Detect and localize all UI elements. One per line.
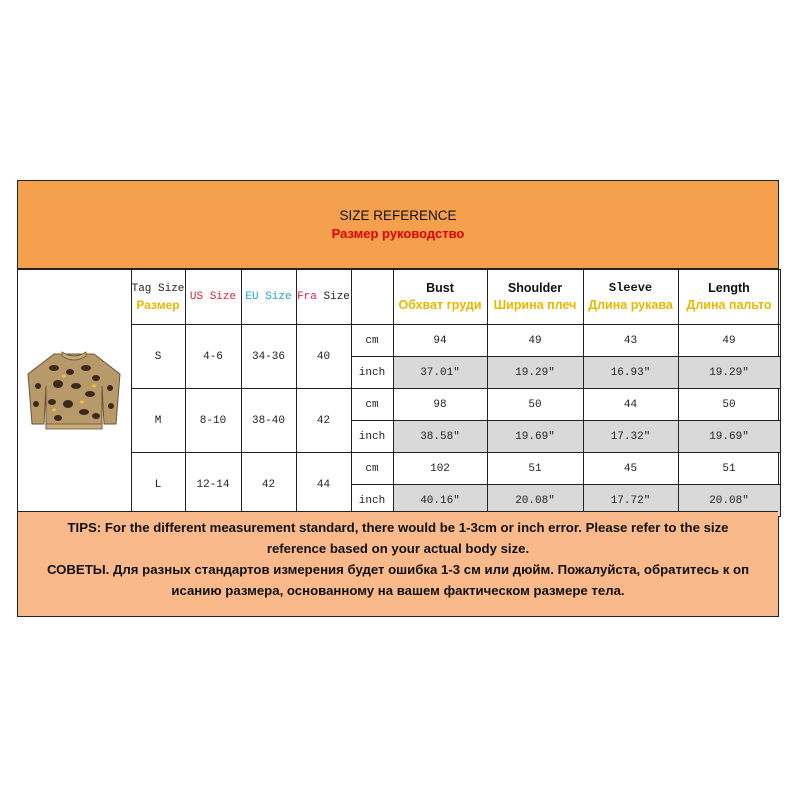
- eu-size-header: EU Size: [241, 270, 296, 325]
- tips-en-line-1: TIPS: For the different measurement standard, there would be 1-3cm or inch error. Please refer to the size: [67, 520, 729, 535]
- eu-size-cell: 38-40: [241, 389, 296, 453]
- sleeve-inch-value: 17.72″: [583, 485, 678, 517]
- fra-size-cell: 40: [296, 325, 351, 389]
- shoulder-cm-value: 50: [487, 389, 583, 421]
- length-inch-value: 19.69″: [678, 421, 780, 453]
- bust-cm-value: 102: [393, 453, 487, 485]
- product-photo-cell: [18, 270, 131, 517]
- unit-cm-label: cm: [351, 389, 393, 421]
- leopard-print-sweater-icon: [24, 346, 124, 436]
- eu-size-cell: 34-36: [241, 325, 296, 389]
- us-size-cell: 12-14: [185, 453, 241, 517]
- bust-inch-value: 37.01″: [393, 357, 487, 389]
- size-row-cm: [18, 389, 780, 421]
- unit-cm-label: cm: [351, 453, 393, 485]
- size-chart: [17, 180, 779, 617]
- length-cm-value: 49: [678, 325, 780, 357]
- size-row-cm: [18, 325, 780, 357]
- us-size-cell: 8-10: [185, 389, 241, 453]
- length-cm-value: 50: [678, 389, 780, 421]
- unit-cm-label: cm: [351, 325, 393, 357]
- eu-size-cell: 42: [241, 453, 296, 517]
- unit-inch-label: inch: [351, 421, 393, 453]
- tag-size-header: Tag Size Размер: [131, 270, 185, 325]
- chart-subtitle: Размер руководство: [331, 226, 465, 241]
- length-header: Length Длина пальто: [678, 270, 780, 325]
- size-chart-header: [18, 181, 778, 269]
- shoulder-inch-value: 20.08″: [487, 485, 583, 517]
- tips-box: [18, 511, 778, 616]
- us-size-header: US Size: [185, 270, 241, 325]
- fra-size-cell: 42: [296, 389, 351, 453]
- sleeve-cm-value: 45: [583, 453, 678, 485]
- sleeve-header: Sleeve Длина рукава: [583, 270, 678, 325]
- sleeve-cm-value: 44: [583, 389, 678, 421]
- tag-size-cell: L: [131, 453, 185, 517]
- bust-cm-value: 98: [393, 389, 487, 421]
- bust-inch-value: 38.58″: [393, 421, 487, 453]
- us-size-cell: 4-6: [185, 325, 241, 389]
- sleeve-inch-value: 16.93″: [583, 357, 678, 389]
- chart-title: SIZE REFERENCE: [339, 208, 457, 223]
- shoulder-inch-value: 19.29″: [487, 357, 583, 389]
- length-inch-value: 19.29″: [678, 357, 780, 389]
- shoulder-inch-value: 19.69″: [487, 421, 583, 453]
- tag-size-cell: M: [131, 389, 185, 453]
- bust-header: Bust Обхват груди: [393, 270, 487, 325]
- header-row: [18, 270, 780, 325]
- unit-header: [351, 270, 393, 325]
- length-inch-value: 20.08″: [678, 485, 780, 517]
- tag-size-cell: S: [131, 325, 185, 389]
- tips-ru-line-1: СОВЕТЫ. Для разных стандартов измерения будет ошибка 1-3 см или дюйм. Пожалуйста, обратитесь к оп: [46, 562, 750, 577]
- size-row-cm: [18, 453, 780, 485]
- shoulder-cm-value: 49: [487, 325, 583, 357]
- bust-cm-value: 94: [393, 325, 487, 357]
- sleeve-inch-value: 17.32″: [583, 421, 678, 453]
- fra-size-header: Fra Size: [296, 270, 351, 325]
- fra-size-cell: 44: [296, 453, 351, 517]
- shoulder-header: Shoulder Ширина плеч: [487, 270, 583, 325]
- bust-inch-value: 40.16″: [393, 485, 487, 517]
- unit-inch-label: inch: [351, 485, 393, 517]
- sleeve-cm-value: 43: [583, 325, 678, 357]
- unit-inch-label: inch: [351, 357, 393, 389]
- tips-en-line-2: reference based on your actual body size.: [266, 541, 530, 556]
- length-cm-value: 51: [678, 453, 780, 485]
- size-table: [18, 269, 781, 517]
- shoulder-cm-value: 51: [487, 453, 583, 485]
- tips-ru-line-2: исанию размера, основанному на вашем фактическом размере тела.: [171, 583, 625, 598]
